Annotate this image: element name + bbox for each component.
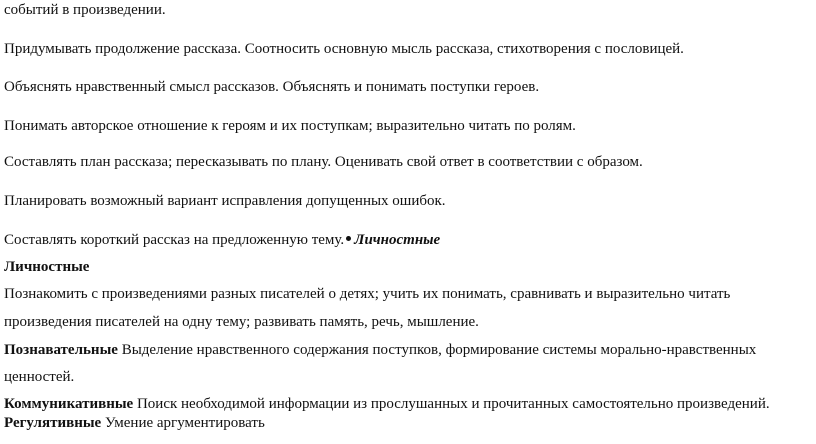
text-line-3: Объяснять нравственный смысл рассказов. Объяснять и понимать поступки героев. [4, 79, 540, 95]
text-line-4: Понимать авторское отношение к героям и их поступкам; выразительно читать по ролям. [4, 118, 576, 134]
text-line-5: Составлять план рассказа; пересказывать по плану. Оценивать свой ответ в соответствии с образом. [4, 154, 643, 170]
short-story-line [4, 231, 440, 249]
communicative-line [4, 395, 770, 413]
text-line-6: Планировать возможный вариант исправления допущенных ошибок. [4, 193, 446, 209]
personal-heading: Личностные [4, 259, 90, 275]
regulatory-line [4, 414, 265, 432]
cognitive-line-1 [4, 341, 756, 359]
short-story-text: Составлять короткий рассказ на предложенную тему. [4, 232, 345, 248]
text-line-2: Придумывать продолжение рассказа. Соотносить основную мысль рассказа, стихотворения с пословицей. [4, 41, 684, 57]
cognitive-heading: Познавательные [4, 342, 118, 358]
cognitive-line-2: ценностей. [4, 369, 75, 385]
personal-line-2: произведения писателей на одну тему; развивать память, речь, мышление. [4, 314, 479, 330]
personal-line-1: Познакомить с произведениями разных писателей о детях; учить их понимать, сравнивать и выразительно читать [4, 286, 731, 302]
communicative-text: Поиск необходимой информации из прослушанных и прочитанных самостоятельно произведений. [133, 396, 770, 412]
text-line-1: событий в произведении. [4, 2, 166, 18]
bullet-icon [346, 236, 351, 241]
cognitive-text-1: Выделение нравственного содержания поступков, формирование системы морально-нравственных [117, 342, 757, 358]
regulatory-heading: Регулятивные [4, 415, 102, 431]
regulatory-text: Умение аргументировать [101, 415, 265, 431]
communicative-heading: Коммуникативные [4, 396, 134, 412]
bullet-heading: Личностные [354, 232, 441, 248]
